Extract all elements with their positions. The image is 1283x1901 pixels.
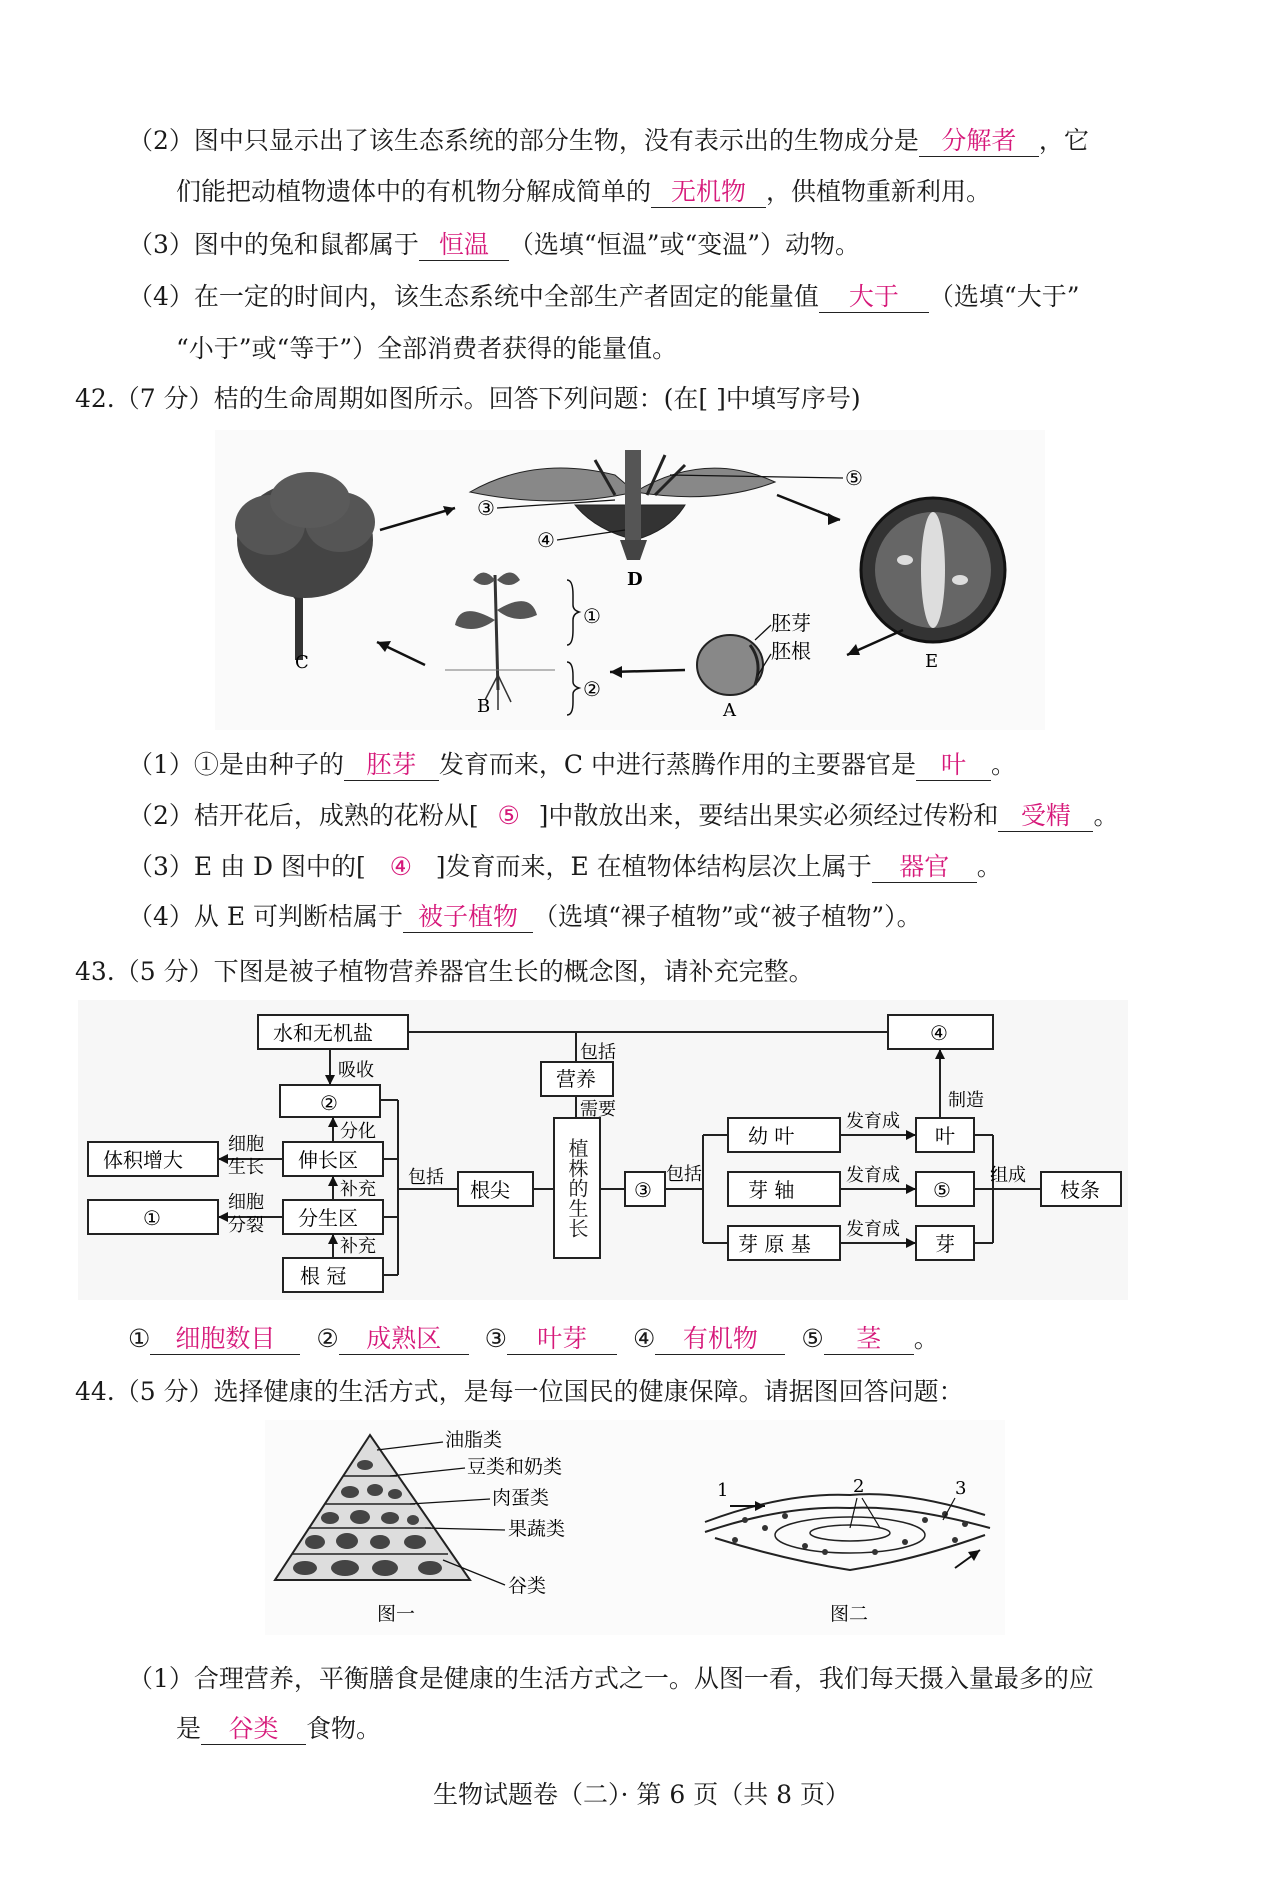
edge-fenhua: 分化 [340, 1121, 376, 1142]
pyramid-label-oil: 油脂类 [445, 1429, 503, 1451]
box-zhitiao: 枝条 [1060, 1178, 1100, 1202]
box-youye: 幼 叶 [748, 1124, 795, 1148]
box-2: ② [320, 1091, 338, 1115]
q42-part1: （1）①是由种子的 胚芽 发育而来，C 中进行蒸腾作用的主要器官是 叶 。 [128, 750, 1017, 779]
q41-part3: （3）图中的兔和鼠都属于 恒温 （选填“恒温”或“变温”）动物。 [128, 230, 861, 259]
edge-buchong-1: 补充 [340, 1179, 376, 1200]
q42-stem: 42.（7 分）桔的生命周期如图所示。回答下列问题：(在[ ]中填写序号) [75, 384, 861, 413]
q41-part4-line2: “小于”或“等于”）全部消费者获得的能量值。 [176, 334, 678, 363]
edge-fayucheng-2: 发育成 [846, 1165, 900, 1186]
box-tiji: 体积增大 [103, 1148, 183, 1172]
edge-baokuo-1: 包括 [580, 1042, 616, 1063]
orange-life-cycle-figure [215, 430, 1045, 730]
answer-q42-2b: 受精 [998, 801, 1093, 832]
plant-growth-concept-map [78, 1000, 1128, 1300]
seed-icon [697, 635, 763, 695]
box-1: ① [143, 1206, 161, 1230]
edge-fayucheng-3: 发育成 [846, 1219, 900, 1240]
answer-q41-2b: 无机物 [651, 177, 766, 208]
label-peigen: 胚根 [771, 639, 811, 663]
answer-q43-3: 叶芽 [507, 1324, 617, 1355]
label-A: A [723, 700, 736, 721]
label-peiya: 胚芽 [771, 611, 811, 635]
q44-stem: 44.（5 分）选择健康的生活方式，是每一位国民的健康保障。请据图回答问题： [75, 1377, 964, 1406]
q41-part2-line1: （2）图中只显示出了该生态系统的部分生物，没有表示出的生物成分是 分解者 ，它 [128, 126, 1089, 155]
orange-fruit-icon [861, 498, 1005, 642]
label-3: ③ [477, 496, 495, 520]
fig2-number-2: 2 [853, 1476, 865, 1497]
q42-part3: （3）E 由 D 图中的[ ④ ]发育而来，E 在植物体结构层次上属于 器官 。 [128, 850, 1002, 884]
edge-fenlie: 分裂 [228, 1215, 264, 1236]
edge-xibao-1: 细胞 [228, 1134, 264, 1155]
box-water: 水和无机盐 [273, 1021, 373, 1045]
label-2: ② [583, 677, 601, 701]
pyramid-label-meat: 肉蛋类 [492, 1487, 550, 1509]
box-3: ③ [634, 1178, 652, 1202]
answer-q43-2: 成熟区 [339, 1324, 469, 1355]
q41-part2-line2: 们能把动植物遗体中的有机物分解成简单的 无机物 ，供植物重新利用。 [176, 177, 992, 206]
q41-part4-line1: （4）在一定的时间内，该生态系统中全部生产者固定的能量值 大于 （选填“大于” [128, 282, 1080, 311]
pyramid-label-beans: 豆类和奶类 [467, 1456, 563, 1478]
box-gengjian: 根尖 [470, 1178, 510, 1202]
label-5: ⑤ [845, 466, 863, 490]
box-yingyang: 营养 [556, 1067, 596, 1091]
page-footer: 生物试题卷（二）· 第 6 页（共 8 页） [433, 1780, 850, 1809]
q43-answers: ① 细胞数目 ② 成熟区 ③ 叶芽 ④ 有机物 ⑤ 茎 。 [128, 1324, 939, 1353]
q42-part2: （2）桔开花后，成熟的花粉从[ ⑤ ]中散放出来，要结出果实必须经过传粉和 受精 。 [128, 799, 1118, 833]
fig2-number-3: 3 [955, 1478, 967, 1499]
fig2-caption: 图二 [830, 1603, 869, 1625]
answer-q42-3a: ④ [389, 852, 412, 881]
label-1: ① [583, 604, 601, 628]
answer-q42-4: 被子植物 [403, 902, 533, 933]
answer-q42-3b: 器官 [872, 852, 977, 883]
edge-buchong-2: 补充 [340, 1236, 376, 1257]
box-zhizhu: 植株的生长 [565, 1138, 589, 1238]
answer-q42-1a: 胚芽 [344, 750, 439, 781]
label-E: E [925, 651, 939, 672]
edge-xibao-2: 细胞 [228, 1192, 264, 1213]
answer-q43-4: 有机物 [655, 1324, 785, 1355]
label-D: D [627, 569, 643, 590]
answer-q42-2a: ⑤ [497, 801, 520, 830]
q44-part1-line1: （1）合理营养，平衡膳食是健康的生活方式之一。从图一看，我们每天摄入量最多的应 [128, 1664, 1094, 1693]
box-yazhou: 芽 轴 [748, 1178, 795, 1202]
edge-shengzhang: 生长 [228, 1157, 264, 1178]
answer-q43-5: 茎 [824, 1324, 914, 1355]
box-yayuanji: 芽 原 基 [738, 1232, 811, 1256]
answer-q42-1b: 叶 [916, 750, 991, 781]
answer-q41-2a: 分解者 [919, 126, 1039, 157]
edge-xuyao: 需要 [580, 1099, 616, 1120]
edge-zucheng: 组成 [990, 1165, 1026, 1186]
label-4: ④ [537, 528, 555, 552]
edge-xishou: 吸收 [338, 1060, 374, 1081]
edge-baokuo-2: 包括 [408, 1167, 444, 1188]
box-shenchang: 伸长区 [298, 1148, 358, 1172]
fig1-caption: 图一 [377, 1603, 416, 1625]
box-ye: 叶 [935, 1124, 955, 1148]
box-4: ④ [930, 1021, 948, 1045]
answer-q43-1: 细胞数目 [150, 1324, 300, 1355]
edge-fayucheng-1: 发育成 [846, 1111, 900, 1132]
answer-q41-3: 恒温 [419, 230, 509, 261]
fig2-number-1: 1 [717, 1480, 729, 1501]
q43-stem: 43.（5 分）下图是被子植物营养器官生长的概念图，请补充完整。 [75, 957, 814, 986]
label-C: C [295, 652, 309, 673]
edge-zhizao: 制造 [948, 1090, 984, 1111]
pyramid-label-fruit: 果蔬类 [508, 1518, 566, 1540]
box-5: ⑤ [933, 1178, 951, 1202]
q44-figures [265, 1420, 1005, 1635]
pyramid-label-grain: 谷类 [508, 1575, 547, 1597]
answer-q41-4: 大于 [819, 282, 929, 313]
box-fensheng: 分生区 [298, 1206, 358, 1230]
box-ya: 芽 [935, 1232, 955, 1256]
box-gengguan: 根 冠 [300, 1264, 347, 1288]
label-B: B [477, 696, 491, 717]
edge-baokuo-3: 包括 [666, 1164, 702, 1185]
q44-part1-line2: 是 谷类 食物。 [176, 1714, 382, 1743]
answer-q44-1: 谷类 [201, 1714, 306, 1745]
q42-part4: （4）从 E 可判断桔属于 被子植物 （选填“裸子植物”或“被子植物”）。 [128, 902, 922, 931]
